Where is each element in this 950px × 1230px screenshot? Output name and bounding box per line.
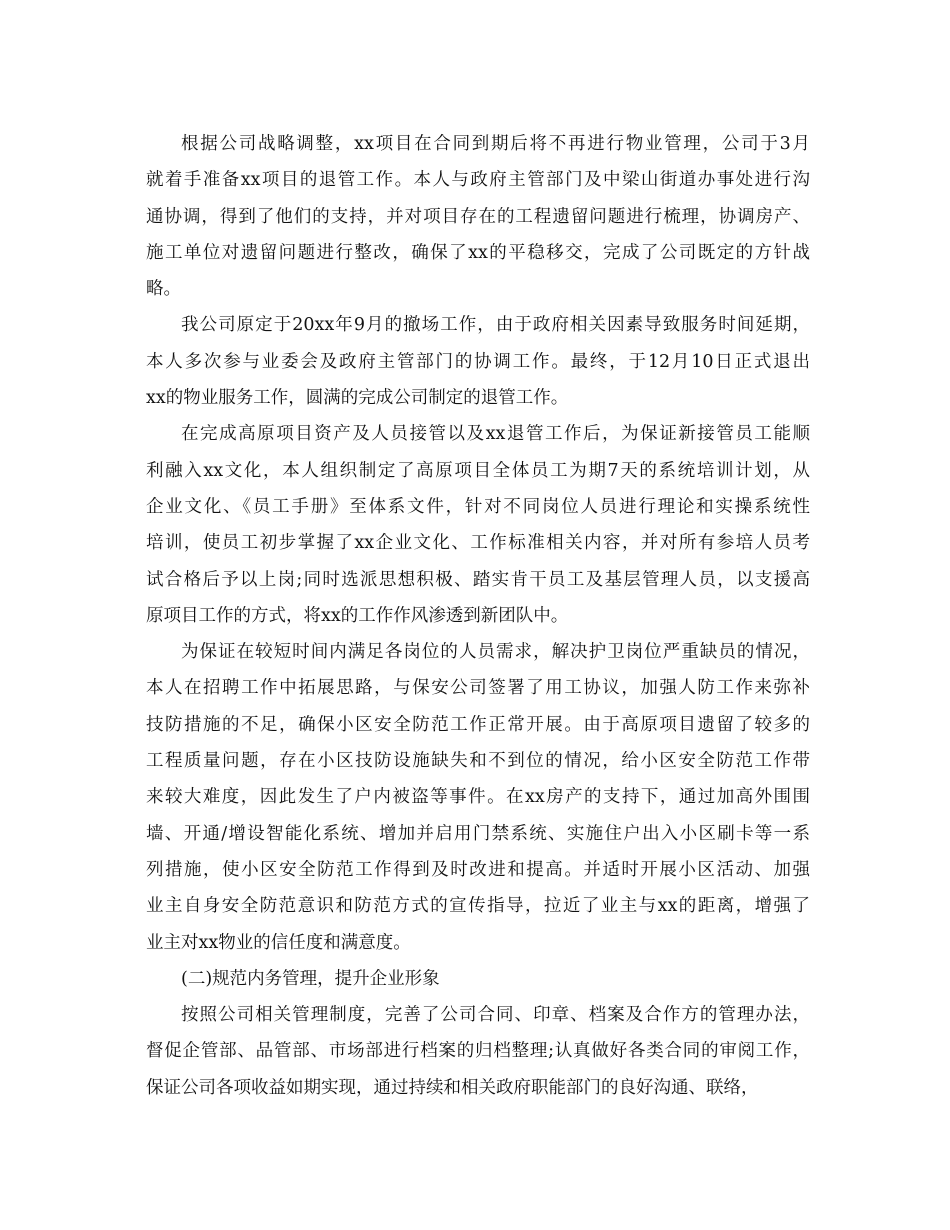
- paragraph: [146, 961, 810, 997]
- text-line: 通协调，得到了他们的支持，并对项目存在的工程遗留问题进行梳理，协调房产、: [146, 206, 810, 227]
- text-line: 保证公司各项收益如期实现，通过持续和相关政府职能部门的良好沟通、联络，: [146, 1077, 759, 1098]
- document-body: [146, 126, 810, 1106]
- text-line: 利融入xx文化，本人组织制定了高原项目全体员工为期7天的系统培训计划，从: [146, 460, 810, 481]
- text-line: 技防措施的不足，确保小区安全防范工作正常开展。由于高原项目遗留了较多的: [146, 714, 810, 735]
- text-line: 我公司原定于20xx年9月的撤场工作，由于政府相关因素导致服务时间延期，: [181, 315, 810, 336]
- text-line: 本人在招聘工作中拓展思路，与保安公司签署了用工协议，加强人防工作来弥补: [146, 678, 810, 699]
- text-line: 督促企管部、品管部、市场部进行档案的归档整理;认真做好各类合同的审阅工作，: [146, 1041, 810, 1062]
- paragraph: [146, 126, 810, 307]
- text-line: 施工单位对遗留问题进行整改，确保了xx的平稳移交，完成了公司既定的方针战: [146, 242, 810, 263]
- text-line: 试合格后予以上岗;同时选派思想积极、踏实肯干员工及基层管理人员，以支援高: [146, 569, 810, 590]
- text-line: 为保证在较短时间内满足各岗位的人员需求，解决护卫岗位严重缺员的情况，: [181, 642, 810, 663]
- text-line: 略。: [146, 279, 181, 300]
- text-line: xx的物业服务工作，圆满的完成公司制定的退管工作。: [146, 388, 569, 409]
- text-line: 在完成高原项目资产及人员接管以及xx退管工作后，为保证新接管员工能顺: [181, 424, 810, 445]
- paragraph: [146, 997, 810, 1106]
- text-line: 就着手准备xx项目的退管工作。本人与政府主管部门及中梁山街道办事处进行沟: [146, 170, 810, 191]
- text-line: 培训，使员工初步掌握了xx企业文化、工作标准相关内容，并对所有参培人员考: [146, 533, 810, 554]
- paragraph: [146, 307, 810, 416]
- text-line: 企业文化、《员工手册》至体系文件，针对不同岗位人员进行理论和实操系统性: [146, 496, 810, 517]
- paragraph: [146, 416, 810, 634]
- text-line: 工程质量问题，存在小区技防设施缺失和不到位的情况，给小区安全防范工作带: [146, 751, 810, 772]
- text-line: 原项目工作的方式，将xx的工作作风渗透到新团队中。: [146, 605, 569, 626]
- paragraph: [146, 634, 810, 961]
- text-line: 列措施，使小区安全防范工作得到及时改进和提高。并适时开展小区活动、加强: [146, 859, 810, 880]
- text-line: 来较大难度，因此发生了户内被盗等事件。在xx房产的支持下，通过加高外围围: [146, 787, 810, 808]
- text-line: 按照公司相关管理制度，完善了公司合同、印章、档案及合作方的管理办法，: [181, 1005, 810, 1026]
- text-line: 业主自身安全防范意识和防范方式的宣传指导，拉近了业主与xx的距离，增强了: [146, 896, 810, 917]
- text-line: 墙、开通/增设智能化系统、增加并启用门禁系统、实施住户出入小区刷卡等一系: [146, 823, 810, 844]
- text-line: (二)规范内务管理，提升企业形象: [181, 968, 440, 989]
- text-line: 根据公司战略调整，xx项目在合同到期后将不再进行物业管理，公司于3月: [181, 134, 810, 154]
- text-line: 业主对xx物业的信任度和满意度。: [146, 932, 411, 953]
- text-line: 本人多次参与业委会及政府主管部门的协调工作。最终，于12月10日正式退出: [146, 351, 810, 372]
